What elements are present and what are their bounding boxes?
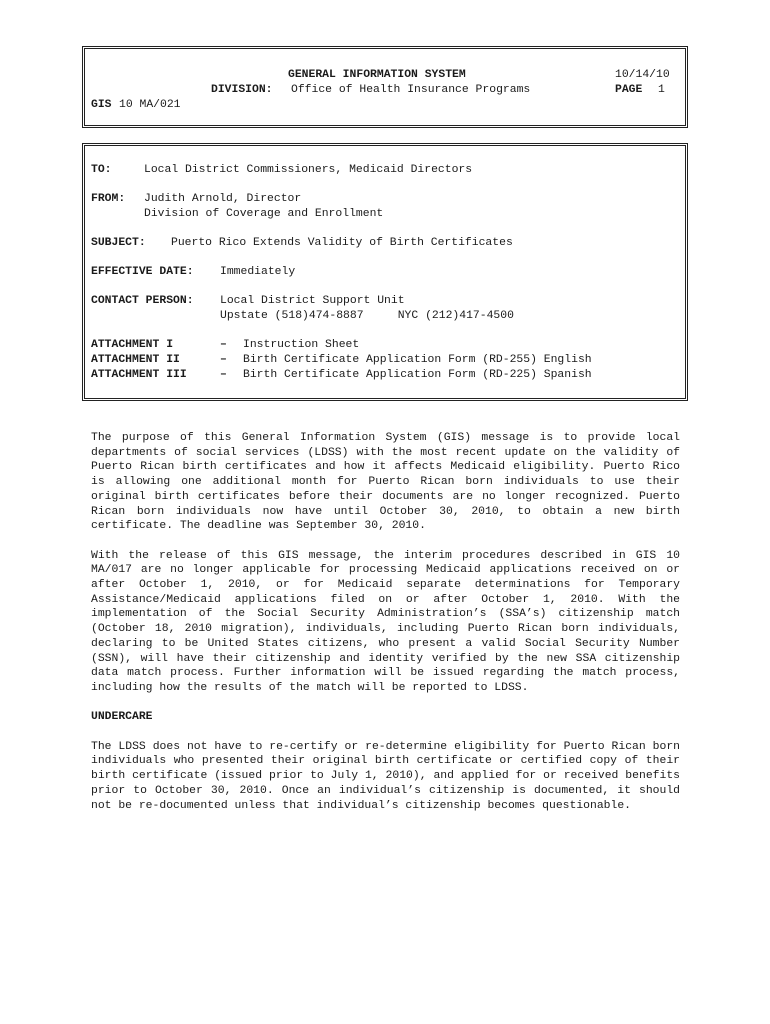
paragraph-undercare: The LDSS does not have to re-certify or re-determine eligibility for Puerto Rican born individuals who presented their original birth certificate or certified copy of their birth certificate (issued prior to July 1, 2010), and applied for or received benefits prior to October 30, 2010. Once an individual’s citizenship is documented, it should not be re-documented unless that individual’s citizenship becomes questionable. bbox=[91, 740, 680, 812]
paragraph-purpose: The purpose of this General Information System (GIS) message is to provide local departments of social services (LDSS) with the most recent update on the validity of Puerto Rican birth certificates and how it affects Medicaid eligibility. Puerto Rico is allowing one additional month for Puerto Rican born individuals to use their original birth certificates before their documents are no longer recognized. Puerto Rican born individuals now have until October 30, 2010, to obtain a new birth certificate. The deadline was September 30, 2010. bbox=[91, 432, 680, 533]
contact-person-label: CONTACT PERSON: bbox=[91, 295, 194, 307]
memo-box bbox=[82, 143, 688, 401]
contact-line-2: Upstate (518)474-8887 NYC (212)417-4500 bbox=[220, 310, 514, 322]
to-value: Local District Commissioners, Medicaid Directors bbox=[144, 164, 473, 176]
effective-date-value: Immediately bbox=[220, 266, 296, 278]
attachment-value: Instruction Sheet bbox=[243, 339, 360, 351]
to-label: TO: bbox=[91, 164, 112, 176]
attachment-dash: – bbox=[220, 369, 227, 381]
gis-label: GIS bbox=[91, 99, 112, 111]
division-label: DIVISION: bbox=[211, 84, 273, 96]
subject-label: SUBJECT: bbox=[91, 237, 146, 249]
from-label: FROM: bbox=[91, 193, 126, 205]
effective-date-label: EFFECTIVE DATE: bbox=[91, 266, 194, 278]
attachment-value: Birth Certificate Application Form (RD-255) English bbox=[243, 354, 592, 366]
header-box bbox=[82, 46, 688, 128]
from-line-2: Division of Coverage and Enrollment bbox=[144, 208, 384, 220]
attachment-value: Birth Certificate Application Form (RD-225) Spanish bbox=[243, 369, 592, 381]
document-title: GENERAL INFORMATION SYSTEM bbox=[288, 69, 466, 81]
page-label: PAGE bbox=[615, 84, 643, 96]
contact-line-1: Local District Support Unit bbox=[220, 295, 405, 307]
gis-number: 10 MA/021 bbox=[119, 99, 181, 111]
subject-value: Puerto Rico Extends Validity of Birth Certificates bbox=[171, 237, 513, 249]
attachment-dash: – bbox=[220, 339, 227, 351]
attachment-label: ATTACHMENT II bbox=[91, 354, 180, 366]
paragraph-release: With the release of this GIS message, the interim procedures described in GIS 10 MA/017 are no longer applicable for processing Medicaid applications received on or after October 1, 2010, or for Medicaid separate determinations for Temporary Assistance/Medicaid applications filed on or after October 1, 2010. With the implementation of the Social Security Administration’s (SSA’s) citizenship match (October 18, 2010 migration), individuals, including Puerto Rican born individuals, declaring to be United States citizens, who present a valid Social Security Number (SSN), will have their citizenship and identity verified by the new SSA citizenship data match process. Further information will be issued regarding the match process, including how the results of the match will be reported to LDSS. bbox=[91, 549, 680, 694]
division-value: Office of Health Insurance Programs bbox=[291, 84, 531, 96]
from-line-1: Judith Arnold, Director bbox=[144, 193, 302, 205]
document-date: 10/14/10 bbox=[615, 69, 670, 81]
section-heading-undercare: UNDERCARE bbox=[91, 711, 153, 724]
attachment-dash: – bbox=[220, 354, 227, 366]
attachment-label: ATTACHMENT I bbox=[91, 339, 174, 351]
page-number: 1 bbox=[658, 84, 665, 96]
attachment-label: ATTACHMENT III bbox=[91, 369, 187, 381]
body-text bbox=[91, 431, 680, 828]
